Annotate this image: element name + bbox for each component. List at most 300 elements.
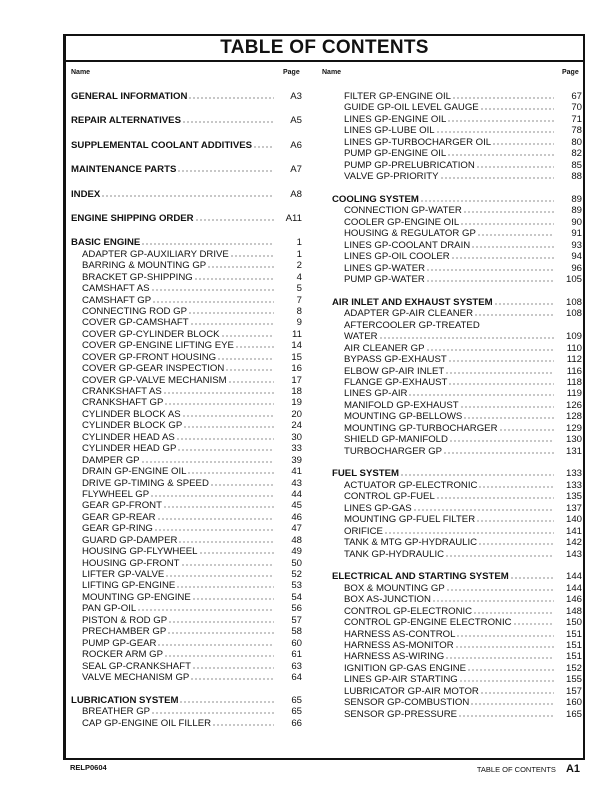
toc-entry[interactable] xyxy=(71,523,302,534)
toc-entry[interactable] xyxy=(71,272,302,283)
toc-entry-name: LINES GP-TURBOCHARGER OIL xyxy=(344,136,492,148)
toc-entry-name: TANK GP-HYDRAULIC xyxy=(344,548,445,560)
toc-entry[interactable] xyxy=(332,205,582,216)
toc-entry-name: CYLINDER HEAD GP xyxy=(82,443,177,455)
toc-entry-page: 2 xyxy=(296,260,302,272)
toc-entry-name: PUMP GP-ENGINE OIL xyxy=(344,148,447,160)
toc-entry[interactable] xyxy=(71,661,302,672)
dot-leader xyxy=(467,669,554,671)
toc-entry-page: 146 xyxy=(565,594,582,606)
dot-leader xyxy=(178,541,274,543)
toc-entry-name: CRANKSHAFT AS xyxy=(82,386,162,398)
toc-entry-page: 112 xyxy=(566,354,582,366)
toc-entry[interactable] xyxy=(71,386,302,397)
toc-entry[interactable] xyxy=(332,526,582,537)
dot-leader xyxy=(476,166,554,168)
toc-entry-page: 17 xyxy=(291,374,302,386)
toc-entry-page: 54 xyxy=(291,591,302,603)
dot-leader xyxy=(445,555,554,557)
toc-entry-name: VALVE MECHANISM GP xyxy=(82,671,190,683)
toc-entry-page: 67 xyxy=(571,91,582,102)
toc-entry-page: 39 xyxy=(291,454,302,466)
toc-entry[interactable] xyxy=(332,663,582,674)
dot-leader xyxy=(478,486,554,488)
toc-entry-name: PUMP GP-WATER xyxy=(344,274,425,285)
dot-leader xyxy=(426,349,554,351)
toc-entry-name: HARNESS AS-WIRING xyxy=(344,651,445,663)
dot-leader xyxy=(436,131,554,133)
dot-leader xyxy=(513,623,554,625)
toc-entry[interactable] xyxy=(71,260,302,271)
toc-entry[interactable] xyxy=(71,432,302,443)
toc-entry-name: COOLING SYSTEM xyxy=(332,193,419,205)
toc-entry-page: 151 xyxy=(565,640,582,651)
toc-entry-name: CRANKSHAFT GP xyxy=(82,397,164,409)
toc-frame xyxy=(63,34,585,760)
toc-entry-name: ACTUATOR GP-ELECTRONIC xyxy=(344,479,478,491)
toc-entry-name: CAMSHAFT GP xyxy=(82,294,152,306)
toc-entry-page: A11 xyxy=(285,212,302,224)
toc-entry[interactable] xyxy=(71,397,302,408)
dot-leader xyxy=(176,586,274,588)
toc-entry-name: CYLINDER HEAD AS xyxy=(82,431,175,443)
toc-entry-page: 7 xyxy=(296,294,302,306)
toc-entry[interactable] xyxy=(71,352,302,363)
toc-entry-name: CONTROL GP-ENGINE ELECTRONIC xyxy=(344,617,512,629)
dot-leader xyxy=(177,449,274,451)
toc-entry[interactable] xyxy=(71,558,302,569)
toc-entry-name: MOUNTING GP-BELLOWS xyxy=(344,411,463,423)
toc-entry-name: COVER GP-CAMSHAFT xyxy=(82,317,189,329)
dot-leader xyxy=(199,552,275,554)
toc-section[interactable] xyxy=(71,91,302,115)
toc-entry-name: CONTROL GP-ELECTRONIC xyxy=(344,605,473,617)
dot-leader xyxy=(188,312,274,314)
toc-section[interactable] xyxy=(71,164,302,188)
toc-entry[interactable] xyxy=(71,329,302,340)
dot-leader xyxy=(165,575,274,577)
dot-leader xyxy=(379,337,554,339)
dot-leader xyxy=(151,712,274,714)
toc-entry-name: MOUNTING GP-ENGINE xyxy=(82,591,191,603)
toc-entry-page: A5 xyxy=(290,115,302,127)
toc-entry[interactable] xyxy=(332,411,582,422)
toc-entry-page: 61 xyxy=(291,649,302,661)
toc-entry-page: 135 xyxy=(565,491,582,503)
toc-entry[interactable] xyxy=(71,615,302,626)
toc-entry-page: 91 xyxy=(571,228,582,240)
toc-entry[interactable] xyxy=(71,340,302,351)
toc-entry[interactable] xyxy=(332,171,582,182)
toc-entry-name: HOUSING & REGULATOR GP xyxy=(344,228,476,240)
toc-entry-name: CAP GP-ENGINE OIL FILLER xyxy=(82,717,212,729)
toc-entry-page: 65 xyxy=(291,706,302,718)
right-page-header: Page xyxy=(562,69,579,76)
toc-entry-page: 47 xyxy=(291,523,302,535)
page-footer xyxy=(477,763,580,775)
toc-entry-page: 151 xyxy=(565,628,582,640)
toc-entry-page: 128 xyxy=(565,411,582,423)
dot-leader xyxy=(474,314,554,316)
dot-leader xyxy=(194,278,274,280)
toc-entry-page: 89 xyxy=(571,193,582,205)
toc-entry[interactable] xyxy=(71,580,302,591)
toc-entry-page: 8 xyxy=(296,305,302,317)
toc-entry-page: 60 xyxy=(291,637,302,649)
toc-entry-page: 14 xyxy=(291,340,302,352)
toc-entry-page: 133 xyxy=(565,468,582,480)
dot-leader xyxy=(192,667,274,669)
toc-spacer xyxy=(71,683,302,694)
toc-entry-name: ROCKER ARM GP xyxy=(82,649,164,661)
toc-section[interactable] xyxy=(71,213,302,237)
toc-section[interactable] xyxy=(71,189,302,213)
dot-leader xyxy=(228,381,274,383)
toc-entry-name: LINES GP-ENGINE OIL xyxy=(344,113,447,125)
toc-entry[interactable] xyxy=(71,489,302,500)
toc-entry[interactable] xyxy=(332,400,582,411)
toc-entry-name: FLYWHEEL GP xyxy=(82,488,150,500)
dot-leader xyxy=(176,438,274,440)
toc-entry-page: 131 xyxy=(565,445,582,457)
dot-leader xyxy=(154,529,274,531)
toc-entry-page: 48 xyxy=(291,534,302,546)
toc-entry-name: HARNESS AS-CONTROL xyxy=(344,628,456,640)
dot-leader xyxy=(451,257,554,259)
toc-entry[interactable] xyxy=(332,640,582,651)
toc-entry[interactable] xyxy=(71,420,302,431)
toc-entry-name: LINES GP-LUBE OIL xyxy=(344,125,435,137)
toc-entry-name: ADAPTER GP-AIR CLEANER xyxy=(344,308,474,320)
dot-leader xyxy=(458,715,554,717)
toc-entry[interactable] xyxy=(332,651,582,662)
toc-section[interactable] xyxy=(332,571,582,582)
toc-entry-name: MOUNTING GP-FUEL FILTER xyxy=(344,514,476,526)
toc-entry-name: BASIC ENGINE xyxy=(71,237,141,249)
toc-entry-page: 41 xyxy=(291,466,302,478)
toc-entry[interactable] xyxy=(71,718,302,729)
toc-entry-name: CYLINDER BLOCK AS xyxy=(82,408,181,420)
toc-entry[interactable] xyxy=(332,606,582,617)
toc-entry-page: 71 xyxy=(571,113,582,125)
dot-leader xyxy=(400,474,554,476)
toc-entry-page: 80 xyxy=(571,136,582,148)
toc-spacer xyxy=(332,285,582,296)
dot-leader xyxy=(157,518,274,520)
toc-entry[interactable] xyxy=(332,480,582,491)
toc-entry[interactable] xyxy=(332,148,582,159)
toc-entry[interactable] xyxy=(71,363,302,374)
toc-entry-page: 63 xyxy=(291,660,302,672)
dot-leader xyxy=(447,154,554,156)
footer-section: TABLE OF CONTENTS xyxy=(476,765,556,774)
toc-entry-page: 4 xyxy=(296,271,302,283)
toc-entry-name: PUMP GP-GEAR xyxy=(82,637,157,649)
toc-entry[interactable] xyxy=(332,102,582,113)
toc-entry-name: DRIVE GP-TIMING & SPEED xyxy=(82,477,209,489)
toc-entry[interactable] xyxy=(71,249,302,260)
toc-entry[interactable] xyxy=(71,455,302,466)
toc-entry-name: BYPASS GP-EXHAUST xyxy=(344,354,447,366)
toc-entry-name: COVER GP-VALVE MECHANISM xyxy=(82,374,227,386)
dot-leader xyxy=(494,303,554,305)
toc-entry-page: 94 xyxy=(571,251,582,263)
toc-entry[interactable] xyxy=(332,686,582,697)
toc-entry-page: 150 xyxy=(565,617,582,629)
dot-leader xyxy=(253,146,274,148)
toc-entry[interactable] xyxy=(332,343,582,354)
toc-entry[interactable] xyxy=(332,594,582,605)
toc-entry[interactable] xyxy=(332,549,582,560)
dot-leader xyxy=(181,564,274,566)
toc-entry-name: DRAIN GP-ENGINE OIL xyxy=(82,466,187,478)
toc-section[interactable] xyxy=(332,468,582,479)
dot-leader xyxy=(440,177,554,179)
dot-leader xyxy=(225,369,274,371)
dot-leader xyxy=(471,246,554,248)
toc-entry[interactable] xyxy=(71,512,302,523)
toc-entry[interactable] xyxy=(71,500,302,511)
toc-entry[interactable] xyxy=(71,569,302,580)
toc-entry-name: PRECHAMBER GP xyxy=(82,626,167,638)
toc-entry-page: 108 xyxy=(565,296,582,308)
toc-entry-page: 89 xyxy=(571,205,582,217)
toc-entry[interactable] xyxy=(332,354,582,365)
toc-entry-page: 140 xyxy=(565,514,582,526)
toc-entry-page: 130 xyxy=(565,434,582,446)
toc-entry[interactable] xyxy=(332,263,582,274)
toc-entry[interactable] xyxy=(332,308,582,319)
toc-entry[interactable] xyxy=(71,592,302,603)
dot-leader xyxy=(420,200,554,202)
dot-leader xyxy=(164,403,274,405)
toc-entry[interactable] xyxy=(71,283,302,294)
toc-entry-name: BREATHER GP xyxy=(82,706,151,718)
toc-entry[interactable] xyxy=(332,537,582,548)
toc-entry[interactable] xyxy=(332,583,582,594)
toc-entry-page: 45 xyxy=(291,500,302,512)
toc-entry[interactable] xyxy=(71,638,302,649)
toc-entry[interactable] xyxy=(332,137,582,148)
toc-entry-name: MAINTENANCE PARTS xyxy=(71,164,177,176)
toc-entry[interactable] xyxy=(71,317,302,328)
dot-leader xyxy=(463,211,554,213)
toc-entry-page: 19 xyxy=(291,397,302,409)
toc-entry-page: 142 xyxy=(565,537,582,549)
toc-section[interactable] xyxy=(332,194,582,205)
dot-leader xyxy=(478,543,554,545)
dot-leader xyxy=(157,644,274,646)
toc-entry[interactable] xyxy=(71,649,302,660)
toc-entry-name: GENERAL INFORMATION xyxy=(71,91,188,102)
toc-entry-name: COVER GP-ENGINE LIFTING EYE xyxy=(82,340,234,352)
dot-leader xyxy=(177,170,274,172)
toc-entry[interactable] xyxy=(71,295,302,306)
toc-entry-name: PISTON & ROD GP xyxy=(82,614,168,626)
dot-leader xyxy=(477,234,554,236)
toc-entry[interactable] xyxy=(332,503,582,514)
dot-leader xyxy=(164,655,274,657)
toc-entry[interactable] xyxy=(71,603,302,614)
toc-entry-page: 11 xyxy=(292,328,302,340)
dot-leader xyxy=(188,97,274,99)
toc-entry-page: 148 xyxy=(565,605,582,617)
toc-entry[interactable] xyxy=(71,443,302,454)
toc-entry-page: 66 xyxy=(291,717,302,729)
toc-entry-page: 24 xyxy=(291,420,302,432)
toc-entry-page: 78 xyxy=(571,125,582,137)
toc-entry[interactable] xyxy=(71,409,302,420)
toc-spacer xyxy=(332,560,582,571)
dot-leader xyxy=(141,243,274,245)
toc-entry[interactable] xyxy=(332,228,582,239)
toc-entry-name: LIFTER GP-VALVE xyxy=(82,569,165,581)
toc-entry[interactable] xyxy=(332,320,582,331)
toc-entry[interactable] xyxy=(332,491,582,502)
toc-section[interactable] xyxy=(332,297,582,308)
toc-entry-continuation[interactable] xyxy=(332,331,582,342)
toc-entry[interactable] xyxy=(332,217,582,228)
toc-section[interactable] xyxy=(71,237,302,248)
toc-section[interactable] xyxy=(71,140,302,164)
toc-entry-name: PUMP GP-PRELUBRICATION xyxy=(344,159,475,171)
toc-entry[interactable] xyxy=(332,366,582,377)
toc-entry[interactable] xyxy=(332,91,582,102)
dot-leader xyxy=(141,461,274,463)
toc-entry[interactable] xyxy=(332,125,582,136)
dot-leader xyxy=(210,484,274,486)
toc-entry[interactable] xyxy=(332,697,582,708)
toc-entry-page: 110 xyxy=(566,342,582,354)
toc-entry[interactable] xyxy=(332,251,582,262)
toc-entry[interactable] xyxy=(71,546,302,557)
toc-entry-page: 49 xyxy=(291,546,302,558)
toc-entry[interactable] xyxy=(332,240,582,251)
toc-entry[interactable] xyxy=(332,709,582,720)
dot-leader xyxy=(151,289,274,291)
toc-section[interactable] xyxy=(71,115,302,139)
dot-leader xyxy=(426,269,554,271)
toc-entry-page: 96 xyxy=(571,262,582,274)
toc-entry-name: GEAR GP-REAR xyxy=(82,511,156,523)
toc-entry[interactable] xyxy=(332,160,582,171)
toc-entry-name: FLANGE GP-EXHAUST xyxy=(344,376,448,388)
toc-entry-name: GEAR GP-RING xyxy=(82,523,153,535)
dot-leader xyxy=(179,701,274,703)
toc-entry-page: 119 xyxy=(566,388,582,400)
toc-entry-page: 20 xyxy=(291,408,302,420)
toc-entry-page: 105 xyxy=(565,274,582,285)
toc-entry-name: LINES GP-OIL COOLER xyxy=(344,251,450,263)
toc-entry-name: CONNECTING ROD GP xyxy=(82,305,188,317)
toc-entry-page: 64 xyxy=(291,671,302,683)
toc-entry[interactable] xyxy=(71,306,302,317)
toc-entry-name: AIR INLET AND EXHAUST SYSTEM xyxy=(332,296,493,308)
toc-entry[interactable] xyxy=(332,446,582,457)
dot-leader xyxy=(182,121,274,123)
toc-entry[interactable] xyxy=(332,514,582,525)
toc-right-column xyxy=(332,91,582,720)
toc-entry-page: 44 xyxy=(291,488,302,500)
toc-entry-page: 58 xyxy=(291,626,302,638)
right-name-header: Name xyxy=(322,69,342,76)
toc-entry[interactable] xyxy=(332,423,582,434)
dot-leader xyxy=(447,120,554,122)
toc-entry-page: 16 xyxy=(291,363,302,375)
dot-leader xyxy=(460,406,554,408)
dot-leader xyxy=(452,97,554,99)
toc-entry-name: ADAPTER GP-AUXILIARY DRIVE xyxy=(82,248,229,260)
toc-entry-page: 57 xyxy=(291,614,302,626)
toc-entry[interactable] xyxy=(71,706,302,717)
toc-entry-name: LINES GP-AIR STARTING xyxy=(344,674,458,686)
toc-entry-page: 157 xyxy=(565,685,582,697)
toc-entry-name: ORIFICE xyxy=(344,525,383,537)
toc-entry-page: 82 xyxy=(571,148,582,160)
toc-entry[interactable] xyxy=(71,626,302,637)
toc-entry[interactable] xyxy=(71,478,302,489)
toc-entry-page: 151 xyxy=(565,651,582,663)
toc-entry-name: LUBRICATION SYSTEM xyxy=(71,694,179,706)
toc-spacer xyxy=(332,457,582,468)
dot-leader xyxy=(510,577,554,579)
toc-entry-name: LUBRICATOR GP-AIR MOTOR xyxy=(344,685,479,697)
toc-entry-name: REPAIR ALTERNATIVES xyxy=(71,115,181,127)
toc-entry-name: BOX & MOUNTING GP xyxy=(344,582,445,594)
toc-entry-page: 5 xyxy=(296,283,302,295)
toc-entry[interactable] xyxy=(332,674,582,685)
dot-leader xyxy=(456,635,554,637)
toc-entry[interactable] xyxy=(332,617,582,628)
toc-section[interactable] xyxy=(71,695,302,706)
toc-entry-name: FUEL SYSTEM xyxy=(332,468,399,480)
toc-entry-page: 9 xyxy=(296,317,302,329)
toc-entry[interactable] xyxy=(71,466,302,477)
toc-entry-name: PAN GP-OIL xyxy=(82,603,137,615)
toc-entry[interactable] xyxy=(332,114,582,125)
toc-entry[interactable] xyxy=(71,672,302,683)
toc-entry-page: 15 xyxy=(291,351,302,363)
toc-entry[interactable] xyxy=(332,377,582,388)
toc-entry-name: LINES GP-COOLANT DRAIN xyxy=(344,239,471,251)
toc-entry[interactable] xyxy=(332,434,582,445)
toc-entry-page: A8 xyxy=(290,188,302,200)
toc-entry-name: DAMPER GP xyxy=(82,454,140,466)
dot-leader xyxy=(190,678,274,680)
toc-entry-page: A6 xyxy=(290,139,302,151)
toc-entry-page: 152 xyxy=(565,662,582,674)
toc-entry-page: 65 xyxy=(291,694,302,706)
toc-entry-page: 143 xyxy=(565,548,582,560)
toc-entry-name: GUARD GP-DAMPER xyxy=(82,534,178,546)
toc-entry-name: SENSOR GP-PRESSURE xyxy=(344,708,458,720)
dot-leader xyxy=(463,417,554,419)
toc-entry-page: 85 xyxy=(571,159,582,171)
dot-leader xyxy=(167,632,274,634)
toc-entry[interactable] xyxy=(71,375,302,386)
toc-entry[interactable] xyxy=(332,629,582,640)
toc-entry-name: TURBOCHARGER GP xyxy=(344,445,443,457)
toc-entry[interactable] xyxy=(332,274,582,285)
toc-entry-page: 126 xyxy=(565,399,582,411)
toc-entry[interactable] xyxy=(71,535,302,546)
toc-entry-page: 88 xyxy=(571,171,582,183)
toc-entry-page: 70 xyxy=(571,102,582,114)
toc-left-column xyxy=(71,91,302,729)
toc-entry[interactable] xyxy=(332,388,582,399)
dot-leader xyxy=(448,360,554,362)
dot-leader xyxy=(480,108,554,110)
